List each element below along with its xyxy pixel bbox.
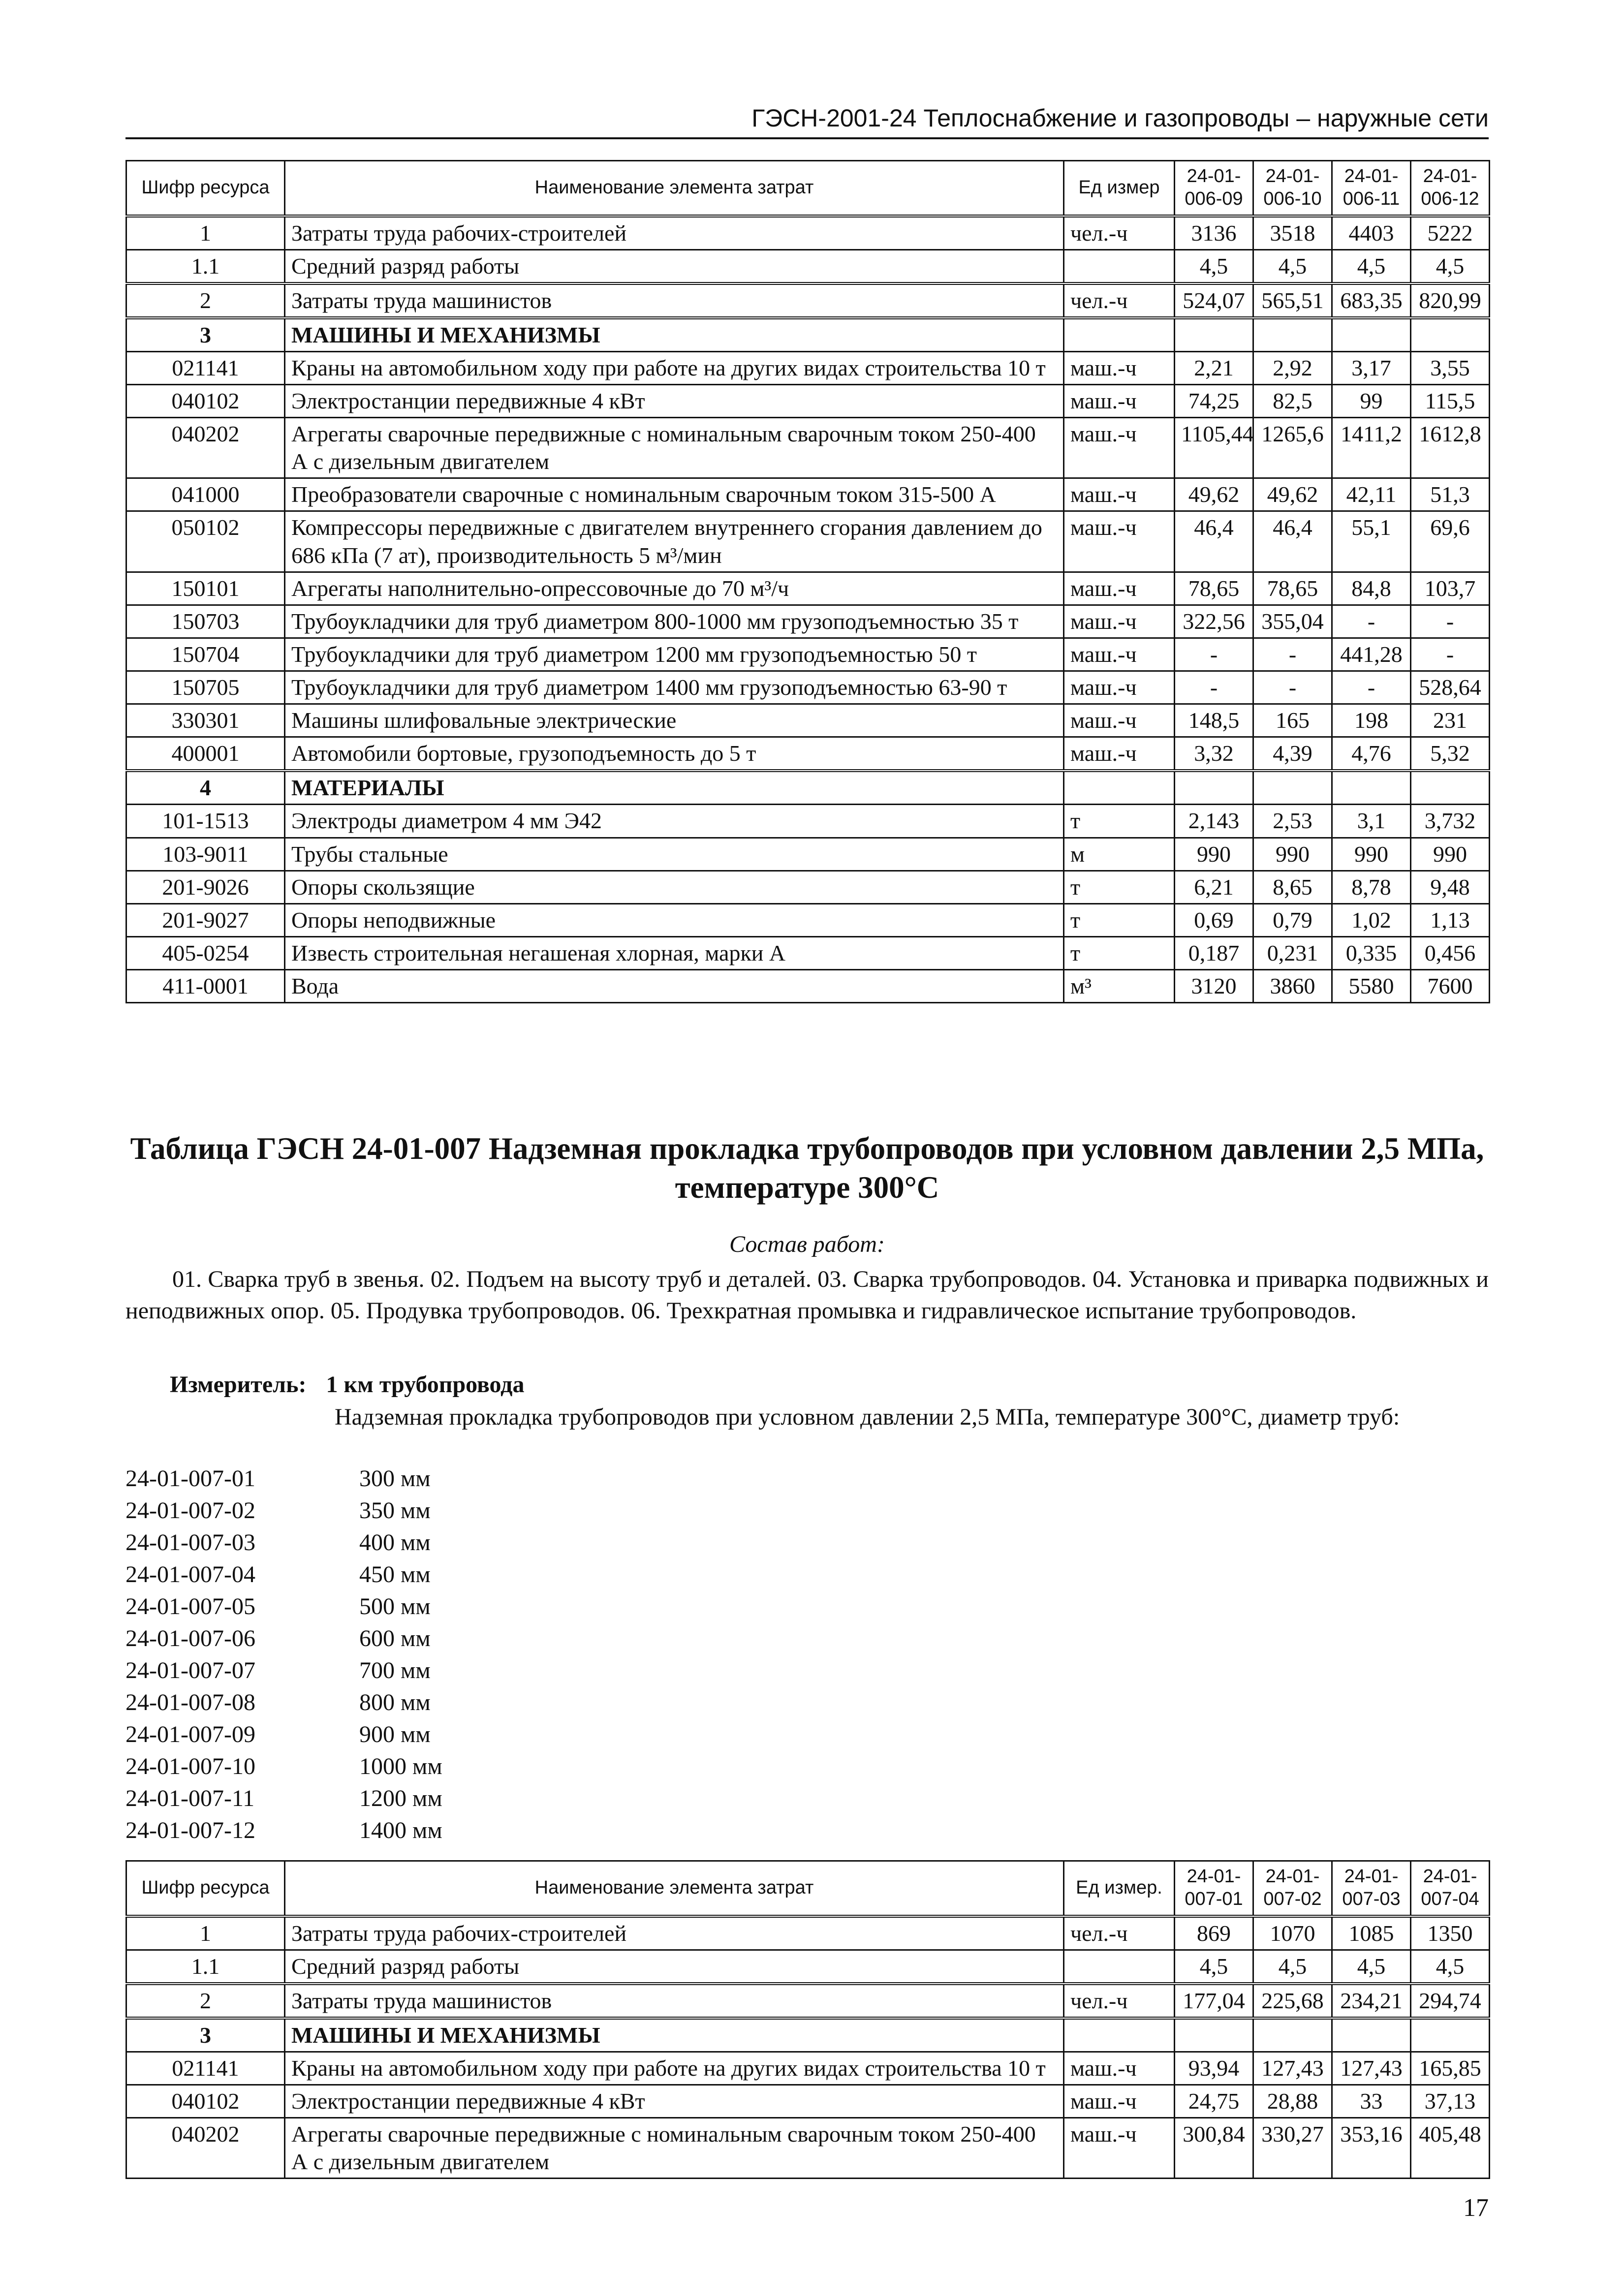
norm-value: [1332, 318, 1411, 352]
norm-code: 24-01-007-06: [125, 1625, 255, 1651]
norm-value: 3,55: [1411, 351, 1490, 384]
resource-code: 021141: [126, 2052, 285, 2085]
table-row: [126, 2018, 1490, 2052]
resource-name: Автомобили бортовые, грузоподъемность до 5 т: [285, 737, 1064, 771]
resource-code: 041000: [126, 478, 285, 511]
resource-unit: чел.-ч: [1064, 1916, 1175, 1950]
norm-diameter: 1000 мм: [359, 1753, 442, 1779]
resource-unit: [1064, 318, 1175, 352]
header-unit: Ед измер: [1064, 161, 1175, 216]
norm-value: 4,5: [1253, 249, 1332, 283]
resource-name: Краны на автомобильном ходу при работе на других видах строительства 10 т: [285, 2052, 1064, 2085]
header-col-3: 24-01- 007-03: [1332, 1861, 1411, 1916]
norm-code: 24-01-007-12: [125, 1817, 255, 1843]
norm-value: 49,62: [1253, 478, 1332, 511]
table-row: [126, 838, 1490, 871]
table-row: [126, 605, 1490, 638]
norm-code: 24-01-007-07: [125, 1657, 255, 1683]
resource-code: 4: [126, 771, 285, 805]
norm-value: 99: [1332, 385, 1411, 418]
norm-item: [125, 1752, 442, 1784]
resource-name: Агрегаты сварочные передвижные с номинальным сварочным током 250-400 А с дизельным двигателем: [285, 418, 1064, 478]
norm-value: 5580: [1332, 970, 1411, 1003]
resource-name: Затраты труда машинистов: [285, 283, 1064, 318]
norm-value: 78,65: [1175, 572, 1253, 605]
resource-unit: [1064, 2018, 1175, 2052]
norm-value: 869: [1175, 1916, 1253, 1950]
table-row: [126, 2118, 1490, 2179]
norm-item: [125, 1496, 442, 1528]
norm-value: 4,5: [1175, 249, 1253, 283]
resource-name: Агрегаты наполнительно-опрессовочные до 70 м³/ч: [285, 572, 1064, 605]
table-row: [126, 805, 1490, 838]
resource-unit: т: [1064, 805, 1175, 838]
norm-value: 3860: [1253, 970, 1332, 1003]
resource-unit: маш.-ч: [1064, 2085, 1175, 2118]
table-row: [126, 1984, 1490, 2018]
resource-code: 1.1: [126, 1950, 285, 1984]
norm-value: 3136: [1175, 216, 1253, 250]
norm-item: [125, 1528, 442, 1560]
norm-value: -: [1411, 638, 1490, 671]
norm-code: 24-01-007-02: [125, 1497, 255, 1524]
running-header: ГЭСН-2001-24 Теплоснабжение и газопроводы – наружные сети: [125, 103, 1489, 139]
norm-item: [125, 1464, 442, 1496]
norm-value: 3,17: [1332, 351, 1411, 384]
resource-name: Затраты труда рабочих-строителей: [285, 216, 1064, 250]
norm-value: 148,5: [1175, 704, 1253, 737]
norm-value: [1175, 318, 1253, 352]
table-row: [126, 2052, 1490, 2085]
resource-name: МАШИНЫ И МЕХАНИЗМЫ: [285, 2018, 1064, 2052]
norm-value: -: [1253, 638, 1332, 671]
norm-code: 24-01-007-05: [125, 1593, 255, 1620]
norm-value: 82,5: [1253, 385, 1332, 418]
norm-item: [125, 1816, 442, 1848]
resource-code: 1: [126, 1916, 285, 1950]
resource-name: Затраты труда рабочих-строителей: [285, 1916, 1064, 1950]
norm-value: 2,21: [1175, 351, 1253, 384]
header-name: Наименование элемента затрат: [285, 161, 1064, 216]
norm-code: 24-01-007-04: [125, 1561, 255, 1588]
table-row: [126, 249, 1490, 283]
norm-value: 2,53: [1253, 805, 1332, 838]
norm-value: -: [1175, 671, 1253, 704]
norm-diameter: 900 мм: [359, 1721, 431, 1747]
resource-unit: т: [1064, 936, 1175, 969]
norm-value: 37,13: [1411, 2085, 1490, 2118]
norm-value: 69,6: [1411, 511, 1490, 572]
norm-value: 231: [1411, 704, 1490, 737]
resource-unit: чел.-ч: [1064, 216, 1175, 250]
norm-value: 74,25: [1175, 385, 1253, 418]
norm-value: 3,1: [1332, 805, 1411, 838]
header-unit: Ед измер.: [1064, 1861, 1175, 1916]
norm-value: -: [1411, 605, 1490, 638]
header-col-2: 24-01- 007-02: [1253, 1861, 1332, 1916]
norm-value: 1265,6: [1253, 418, 1332, 478]
norm-value: [1175, 771, 1253, 805]
resource-code: 400001: [126, 737, 285, 771]
norm-value: 42,11: [1332, 478, 1411, 511]
table-row: [126, 737, 1490, 771]
resource-code: 201-9026: [126, 871, 285, 903]
resource-code: 040202: [126, 418, 285, 478]
norm-value: 990: [1253, 838, 1332, 871]
norm-value: 1350: [1411, 1916, 1490, 1950]
resource-table-006: [125, 160, 1490, 1003]
resource-name: Опоры скользящие: [285, 871, 1064, 903]
norm-diameter: 300 мм: [359, 1465, 431, 1492]
norm-value: 2,143: [1175, 805, 1253, 838]
norm-value: 2,92: [1253, 351, 1332, 384]
norm-list: [125, 1464, 442, 1848]
table-row: [126, 385, 1490, 418]
resource-code: 150703: [126, 605, 285, 638]
resource-code: 040202: [126, 2118, 285, 2179]
resource-unit: маш.-ч: [1064, 2052, 1175, 2085]
resource-name: Опоры неподвижные: [285, 903, 1064, 936]
norm-value: 5222: [1411, 216, 1490, 250]
norm-value: [1253, 771, 1332, 805]
norm-value: 300,84: [1175, 2118, 1253, 2179]
table-row: [126, 970, 1490, 1003]
norm-value: [1253, 2018, 1332, 2052]
norm-code: 24-01-007-09: [125, 1721, 255, 1747]
table-header-row: [126, 161, 1490, 216]
norm-diameter: 800 мм: [359, 1689, 431, 1715]
resource-code: 021141: [126, 351, 285, 384]
norm-value: 524,07: [1175, 283, 1253, 318]
norm-value: 225,68: [1253, 1984, 1332, 2018]
norm-value: -: [1175, 638, 1253, 671]
norm-value: 165,85: [1411, 2052, 1490, 2085]
table-row: [126, 511, 1490, 572]
norm-value: 4,5: [1332, 249, 1411, 283]
norm-value: 103,7: [1411, 572, 1490, 605]
resource-name: Агрегаты сварочные передвижные с номинальным сварочным током 250-400 А с дизельным двигателем: [285, 2118, 1064, 2179]
resource-unit: маш.-ч: [1064, 704, 1175, 737]
norm-value: 353,16: [1332, 2118, 1411, 2179]
norm-value: 4,76: [1332, 737, 1411, 771]
table-row: [126, 216, 1490, 250]
table-row: [126, 283, 1490, 318]
norm-value: [1332, 2018, 1411, 2052]
norm-diameter: 500 мм: [359, 1593, 431, 1620]
resource-name: Трубоукладчики для труб диаметром 1200 мм грузоподъемностью 50 т: [285, 638, 1064, 671]
resource-name: Электростанции передвижные 4 кВт: [285, 2085, 1064, 2118]
meter-label: Измеритель:: [170, 1371, 307, 1398]
norm-value: 28,88: [1253, 2085, 1332, 2118]
norm-value: 3,732: [1411, 805, 1490, 838]
header-name: Наименование элемента затрат: [285, 1861, 1064, 1916]
resource-code: 330301: [126, 704, 285, 737]
resource-unit: маш.-ч: [1064, 2118, 1175, 2179]
table-row: [126, 572, 1490, 605]
resource-unit: м: [1064, 838, 1175, 871]
header-col-3: 24-01- 006-11: [1332, 161, 1411, 216]
resource-code: 405-0254: [126, 936, 285, 969]
resource-unit: чел.-ч: [1064, 1984, 1175, 2018]
norm-diameter: 600 мм: [359, 1625, 431, 1651]
norm-value: 165: [1253, 704, 1332, 737]
resource-code: 150704: [126, 638, 285, 671]
norm-value: 127,43: [1253, 2052, 1332, 2085]
table-row: [126, 478, 1490, 511]
resource-code: 2: [126, 283, 285, 318]
norm-value: 84,8: [1332, 572, 1411, 605]
norm-item: [125, 1784, 442, 1816]
norm-item: [125, 1624, 442, 1656]
resource-table-007: [125, 1860, 1490, 2179]
norm-item: [125, 1688, 442, 1720]
norm-value: 177,04: [1175, 1984, 1253, 2018]
resource-code: 3: [126, 318, 285, 352]
norm-item: [125, 1592, 442, 1624]
resource-name: Электроды диаметром 4 мм Э42: [285, 805, 1064, 838]
resource-unit: маш.-ч: [1064, 351, 1175, 384]
norm-value: 24,75: [1175, 2085, 1253, 2118]
table-row: [126, 871, 1490, 903]
norm-value: 355,04: [1253, 605, 1332, 638]
norm-value: 0,456: [1411, 936, 1490, 969]
norm-value: 0,187: [1175, 936, 1253, 969]
norm-value: 78,65: [1253, 572, 1332, 605]
norm-value: -: [1332, 671, 1411, 704]
norm-value: [1253, 318, 1332, 352]
norm-value: 198: [1332, 704, 1411, 737]
norm-diameter: 350 мм: [359, 1497, 431, 1524]
resource-code: 1.1: [126, 249, 285, 283]
norm-value: 1,13: [1411, 903, 1490, 936]
norm-value: 5,32: [1411, 737, 1490, 771]
resource-name: Вода: [285, 970, 1064, 1003]
resource-unit: чел.-ч: [1064, 283, 1175, 318]
header-col-1: 24-01- 006-09: [1175, 161, 1253, 216]
norm-code: 24-01-007-11: [125, 1785, 255, 1811]
norm-description: Надземная прокладка трубопроводов при условном давлении 2,5 МПа, температуре 300°C, диаметр труб:: [335, 1404, 1400, 1430]
resource-name: МАШИНЫ И МЕХАНИЗМЫ: [285, 318, 1064, 352]
meter: [170, 1371, 524, 1400]
norm-value: 528,64: [1411, 671, 1490, 704]
norm-value: 0,231: [1253, 936, 1332, 969]
resource-name: Краны на автомобильном ходу при работе на других видах строительства 10 т: [285, 351, 1064, 384]
table-title: Таблица ГЭСН 24-01-007 Надземная прокладка трубопроводов при условном давлении 2,5 МПа, температуре 300°C: [130, 1131, 1484, 1205]
norm-value: 6,21: [1175, 871, 1253, 903]
resource-code: 2: [126, 1984, 285, 2018]
norm-code: 24-01-007-01: [125, 1465, 255, 1492]
resource-unit: т: [1064, 871, 1175, 903]
resource-unit: маш.-ч: [1064, 572, 1175, 605]
norm-value: 322,56: [1175, 605, 1253, 638]
resource-code: 1: [126, 216, 285, 250]
norm-value: 127,43: [1332, 2052, 1411, 2085]
header-col-4: 24-01- 007-04: [1411, 1861, 1490, 1916]
resource-unit: [1064, 1950, 1175, 1984]
table-row: [126, 903, 1490, 936]
resource-name: Средний разряд работы: [285, 1950, 1064, 1984]
resource-unit: маш.-ч: [1064, 511, 1175, 572]
norm-value: [1411, 2018, 1490, 2052]
norm-diameter: 700 мм: [359, 1657, 431, 1683]
resource-name: Преобразователи сварочные с номинальным сварочным током 315-500 А: [285, 478, 1064, 511]
norm-value: 990: [1175, 838, 1253, 871]
norm-value: 294,74: [1411, 1984, 1490, 2018]
norm-value: 683,35: [1332, 283, 1411, 318]
norm-value: 234,21: [1332, 1984, 1411, 2018]
norm-value: -: [1332, 605, 1411, 638]
header-col-1: 24-01- 007-01: [1175, 1861, 1253, 1916]
resource-name: МАТЕРИАЛЫ: [285, 771, 1064, 805]
norm-item: [125, 1656, 442, 1688]
table-row: [126, 351, 1490, 384]
header-col-2: 24-01- 006-10: [1253, 161, 1332, 216]
norm-value: [1411, 318, 1490, 352]
norm-value: 8,78: [1332, 871, 1411, 903]
works-heading: Состав работ:: [729, 1231, 885, 1257]
norm-diameter: 1200 мм: [359, 1785, 442, 1811]
norm-value: 441,28: [1332, 638, 1411, 671]
table-row: [126, 638, 1490, 671]
resource-unit: маш.-ч: [1064, 638, 1175, 671]
table-header-row: [126, 1861, 1490, 1916]
resource-unit: м³: [1064, 970, 1175, 1003]
resource-code: 150705: [126, 671, 285, 704]
norm-value: 1411,2: [1332, 418, 1411, 478]
resource-code: 050102: [126, 511, 285, 572]
norm-value: 820,99: [1411, 283, 1490, 318]
resource-name: Трубы стальные: [285, 838, 1064, 871]
resource-name: Машины шлифовальные электрические: [285, 704, 1064, 737]
resource-code: 201-9027: [126, 903, 285, 936]
table-row: [126, 418, 1490, 478]
norm-value: 55,1: [1332, 511, 1411, 572]
resource-unit: т: [1064, 903, 1175, 936]
norm-code: 24-01-007-08: [125, 1689, 255, 1715]
norm-value: 3,32: [1175, 737, 1253, 771]
resource-name: Трубоукладчики для труб диаметром 800-1000 мм грузоподъемностью 35 т: [285, 605, 1064, 638]
header-code: Шифр ресурса: [126, 161, 285, 216]
norm-value: 4,5: [1332, 1950, 1411, 1984]
norm-value: 0,335: [1332, 936, 1411, 969]
norm-value: 4,5: [1253, 1950, 1332, 1984]
norm-value: 990: [1411, 838, 1490, 871]
norm-value: 405,48: [1411, 2118, 1490, 2179]
norm-value: 3120: [1175, 970, 1253, 1003]
norm-value: [1411, 771, 1490, 805]
header-col-4: 24-01- 006-12: [1411, 161, 1490, 216]
resource-code: 411-0001: [126, 970, 285, 1003]
resource-name: Затраты труда машинистов: [285, 1984, 1064, 2018]
page-number: 17: [1463, 2194, 1489, 2222]
norm-value: 4,5: [1411, 1950, 1490, 1984]
norm-code: 24-01-007-10: [125, 1753, 255, 1779]
norm-value: 49,62: [1175, 478, 1253, 511]
resource-name: Трубоукладчики для труб диаметром 1400 мм грузоподъемностью 63-90 т: [285, 671, 1064, 704]
resource-unit: маш.-ч: [1064, 385, 1175, 418]
header-code: Шифр ресурса: [126, 1861, 285, 1916]
norm-value: 1612,8: [1411, 418, 1490, 478]
norm-diameter: 1400 мм: [359, 1817, 442, 1843]
norm-diameter: 450 мм: [359, 1561, 431, 1588]
norm-value: 7600: [1411, 970, 1490, 1003]
norm-value: 4,5: [1175, 1950, 1253, 1984]
table-row: [126, 1916, 1490, 1950]
table-row: [126, 771, 1490, 805]
resource-unit: маш.-ч: [1064, 671, 1175, 704]
table-row: [126, 704, 1490, 737]
resource-unit: [1064, 771, 1175, 805]
works-text: 01. Сварка труб в звенья. 02. Подъем на высоту труб и деталей. 03. Сварка трубопроводов. 04. Установка и приварка подвижных и неподвижных опор. 05. Продувка трубопроводов. 06. Трехкратная промывка и гидравлическое испытание трубопроводов.: [125, 1266, 1489, 1324]
norm-value: 1105,44: [1175, 418, 1253, 478]
norm-code: 24-01-007-03: [125, 1529, 255, 1556]
norm-value: 4403: [1332, 216, 1411, 250]
norm-value: -: [1253, 671, 1332, 704]
table-row: [126, 936, 1490, 969]
resource-unit: маш.-ч: [1064, 418, 1175, 478]
meter-value: 1 км трубопровода: [326, 1371, 525, 1398]
table-row: [126, 671, 1490, 704]
norm-value: 93,94: [1175, 2052, 1253, 2085]
resource-code: 101-1513: [126, 805, 285, 838]
resource-unit: маш.-ч: [1064, 605, 1175, 638]
table-row: [126, 2085, 1490, 2118]
resource-name: Известь строительная негашеная хлорная, марки А: [285, 936, 1064, 969]
norm-value: 1085: [1332, 1916, 1411, 1950]
norm-value: [1332, 771, 1411, 805]
resource-unit: маш.-ч: [1064, 737, 1175, 771]
norm-value: 4,39: [1253, 737, 1332, 771]
norm-value: 1,02: [1332, 903, 1411, 936]
norm-value: 4,5: [1411, 249, 1490, 283]
norm-value: [1175, 2018, 1253, 2052]
norm-value: 8,65: [1253, 871, 1332, 903]
resource-code: 040102: [126, 2085, 285, 2118]
norm-value: 565,51: [1253, 283, 1332, 318]
resource-name: Электростанции передвижные 4 кВт: [285, 385, 1064, 418]
resource-code: 103-9011: [126, 838, 285, 871]
resource-code: 3: [126, 2018, 285, 2052]
resource-code: 150101: [126, 572, 285, 605]
norm-value: 0,79: [1253, 903, 1332, 936]
table-row: [126, 318, 1490, 352]
resource-unit: маш.-ч: [1064, 478, 1175, 511]
norm-item: [125, 1560, 442, 1592]
norm-value: 3518: [1253, 216, 1332, 250]
norm-value: 33: [1332, 2085, 1411, 2118]
resource-name: Компрессоры передвижные с двигателем внутреннего сгорания давлением до 686 кПа (7 ат), производительность 5 м³/мин: [285, 511, 1064, 572]
norm-value: 990: [1332, 838, 1411, 871]
norm-value: 46,4: [1253, 511, 1332, 572]
norm-value: 115,5: [1411, 385, 1490, 418]
norm-item: [125, 1720, 442, 1752]
norm-value: 0,69: [1175, 903, 1253, 936]
resource-name: Средний разряд работы: [285, 249, 1064, 283]
norm-value: 330,27: [1253, 2118, 1332, 2179]
resource-code: 040102: [126, 385, 285, 418]
norm-value: 1070: [1253, 1916, 1332, 1950]
resource-unit: [1064, 249, 1175, 283]
norm-value: 46,4: [1175, 511, 1253, 572]
table-row: [126, 1950, 1490, 1984]
norm-value: 9,48: [1411, 871, 1490, 903]
norm-value: 51,3: [1411, 478, 1490, 511]
norm-diameter: 400 мм: [359, 1529, 431, 1556]
